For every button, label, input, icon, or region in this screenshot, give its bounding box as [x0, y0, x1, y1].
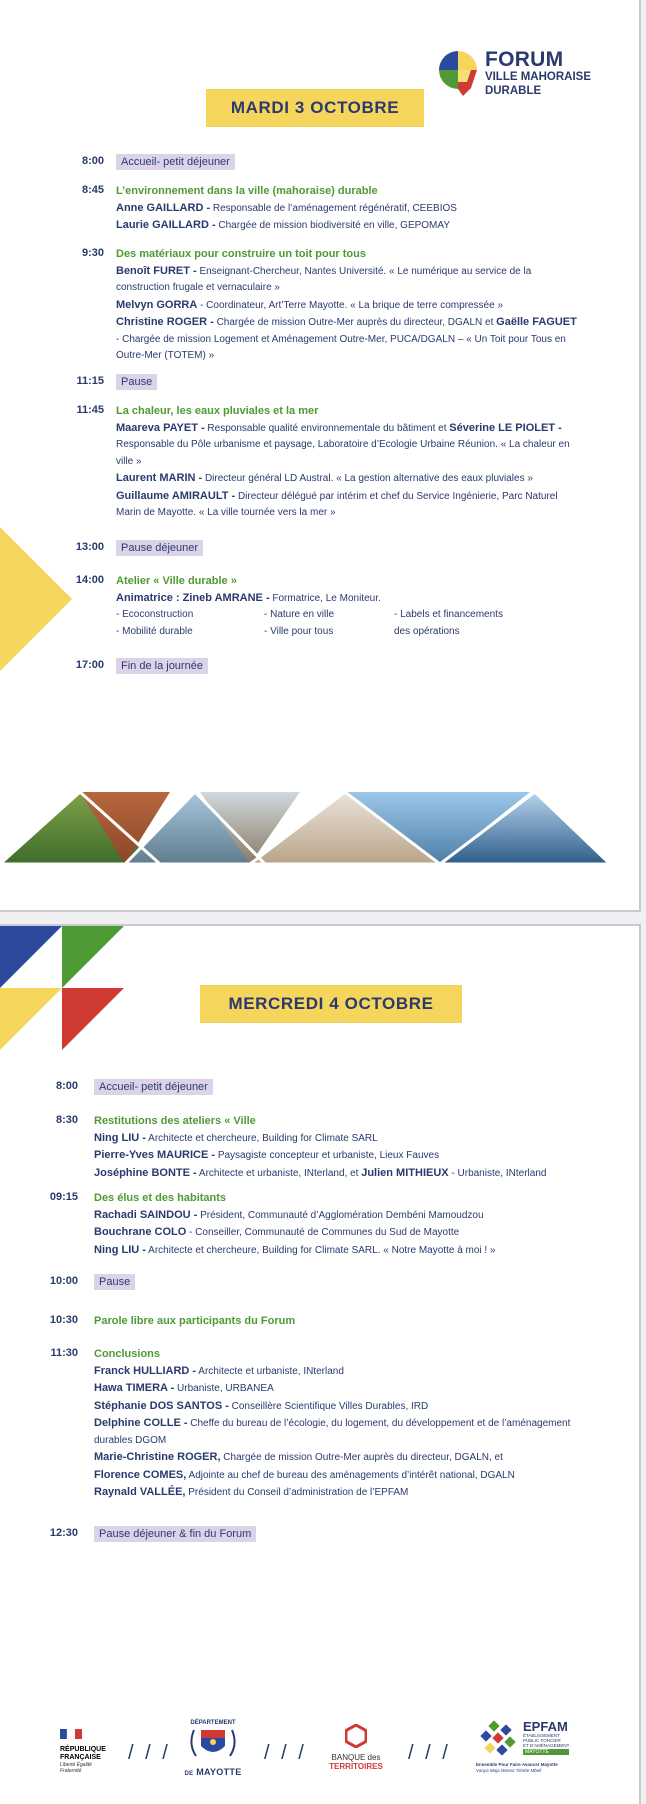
epfam-tagline-1: Ensemble Pour Faire Avancer Mayotte: [476, 1762, 558, 1767]
bdt-line-1: BANQUE des: [331, 1753, 381, 1762]
logo-title: FORUM: [484, 48, 564, 71]
dept-name: MAYOTTE: [196, 1767, 242, 1777]
forum-logo: [437, 50, 591, 98]
row-time: 8:00: [55, 1080, 78, 1092]
speaker: Benoît FURET - Enseignant-Chercheur, Nantes Université. « Le numérique au service de la construction frugale et vernaculaire »: [116, 264, 532, 293]
speaker: Hawa TIMERA - Urbaniste, URBANEA: [94, 1382, 274, 1394]
session-title: Atelier « Ville durable »: [116, 575, 237, 587]
break-chip: Accueil- petit déjeuner: [116, 154, 235, 170]
mayotte-coat-of-arms-icon: [186, 1726, 240, 1762]
dept-top: DÉPARTEMENT: [190, 1720, 236, 1726]
speaker: Stéphanie DOS SANTOS - Conseillère Scientifique Villes Durables, IRD: [94, 1399, 429, 1412]
epfam-sub-1: ÉTABLISSEMENT: [523, 1733, 560, 1738]
epfam-sub-2: PUBLIC FONCIER: [523, 1738, 561, 1743]
speaker: Franck HULLIARD - Architecte et urbaniste, INterland: [94, 1364, 344, 1377]
speaker: Raynald VALLÉE, Président du Conseil d’administration de l’EPFAM: [94, 1486, 409, 1498]
workshop-topics: [116, 607, 582, 640]
session-title: Des matériaux pour construire un toit pour tous: [116, 248, 366, 260]
speaker: Laurent MARIN - Directeur général LD Austral. « La gestion alternative des eaux pluviales »: [116, 472, 533, 484]
row-time: 14:00: [75, 574, 104, 586]
separator: / / /: [128, 1742, 171, 1764]
partner-logos: [0, 1719, 641, 1792]
epfam-sub-4: MAYOTTE: [523, 1749, 569, 1755]
logo-subtitle-2: DURABLE: [484, 85, 542, 97]
speaker: Laurie GAILLARD - Chargée de mission biodiversité en ville, GEPOMAY: [116, 219, 450, 231]
session-title: La chaleur, les eaux pluviales et la mer: [116, 405, 319, 417]
session-title: Restitutions des ateliers « Ville: [94, 1115, 256, 1127]
republique-francaise-logo: [60, 1726, 106, 1774]
row-time: 11:15: [76, 375, 104, 387]
speaker: Guillaume AMIRAULT - Directeur délégué par intérim et chef du Service Ingénierie, Parc Naturel Marin de Mayotte. « La ville tournée vers la mer »: [116, 489, 558, 518]
speaker: Joséphine BONTE - Architecte et urbaniste, INterland, et Julien MITHIEUX - Urbaniste, INterland: [94, 1166, 547, 1179]
departement-mayotte-logo: [182, 1720, 244, 1777]
speaker: Delphine COLLE - Cheffe du bureau de l’écologie, du logement, du développement et de l’aménagement durables DGOM: [94, 1417, 571, 1446]
row-time: 8:30: [55, 1114, 78, 1126]
photo-mosaic: [0, 790, 641, 868]
speaker: Melvyn GORRA - Coordinateur, Art’Terre Mayotte. « La brique de terre compressée »: [116, 298, 504, 311]
break-chip: Accueil- petit déjeuner: [94, 1079, 213, 1095]
separator: / / /: [264, 1742, 307, 1764]
topic: - Mobilité durable: [116, 625, 193, 637]
dept-de: DE: [184, 1771, 194, 1777]
row-time: 13:00: [75, 541, 104, 553]
speaker: Florence COMES, Adjointe au chef de bureau des aménagements d’intérêt national, DGALN: [94, 1468, 515, 1481]
epfam-name: EPFAM: [523, 1719, 568, 1734]
forum-logo-mark-icon: [437, 50, 479, 96]
program-page-day-2: [0, 924, 641, 1804]
speaker: Bouchrane COLO - Conseiller, Communauté de Communes du Sud de Mayotte: [94, 1226, 460, 1238]
break-chip: Pause déjeuner: [116, 540, 203, 556]
epfam-mark-icon: [476, 1720, 520, 1760]
topic: des opérations: [394, 625, 460, 637]
epfam-logo: [476, 1720, 576, 1774]
topic: - Labels et financements: [394, 609, 503, 620]
speaker: Pierre-Yves MAURICE - Paysagiste concepteur et urbaniste, Lieux Fauves: [94, 1149, 440, 1161]
row-time: 09:15: [49, 1191, 78, 1203]
rf-line-1: RÉPUBLIQUE: [60, 1746, 106, 1753]
speaker: Maareva PAYET - Responsable qualité environnementale du bâtiment et Séverine LE PIOLET - Responsable du Pôle urbanisme et paysage, Laboratoire d’Ecologie Urbaine Réunion. « La chaleur en ville »: [116, 421, 570, 467]
day-2-banner: MERCREDI 4 OCTOBRE: [200, 985, 462, 1023]
speaker: Anne GAILLARD - Responsable de l’aménagement régénératif, CEEBIOS: [116, 201, 457, 214]
rf-motto: Liberté Égalité Fraternité: [60, 1762, 92, 1774]
logo-subtitle-1: VILLE MAHORAISE: [484, 71, 591, 83]
bdt-line-2: TERRITOIRES: [329, 1762, 383, 1771]
row-time: 8:45: [81, 184, 104, 196]
topic: - Ville pour tous: [264, 625, 334, 637]
topic: - Ecoconstruction: [116, 609, 194, 620]
break-chip: Pause: [116, 374, 157, 390]
epfam-tagline-2: Vanya Moja Wasso Tiimbe Mbeli: [476, 1768, 542, 1773]
break-chip: Fin de la journée: [116, 658, 208, 674]
decorative-corner-triangles: [0, 926, 130, 1056]
banque-des-territoires-logo: [324, 1724, 388, 1771]
session-title: Parole libre aux participants du Forum: [94, 1315, 296, 1327]
row-time: 11:45: [76, 404, 104, 416]
row-time: 10:30: [49, 1314, 78, 1326]
session-title: Des élus et des habitants: [94, 1192, 227, 1204]
speaker: Animatrice : Zineb AMRANE - Formatrice, Le Moniteur.: [116, 591, 381, 604]
row-time: 17:00: [75, 659, 104, 671]
break-chip: Pause: [94, 1274, 135, 1290]
break-chip: Pause déjeuner & fin du Forum: [94, 1526, 256, 1542]
speaker: Christine ROGER - Chargée de mission Outre-Mer auprès du directeur, DGALN et Gaëlle FAGUET - Chargée de mission Logement et Aménagement Outre-Mer, PUCA/DGALN – « Un Toit pour Tous en Outre-Mer (TOTEM) »: [116, 316, 577, 361]
session-title: Conclusions: [94, 1348, 161, 1360]
session-title: L’environnement dans la ville (mahoraise) durable: [116, 185, 378, 197]
epfam-sub-3: ET D’AMÉNAGEMENT: [523, 1743, 570, 1748]
rf-line-2: FRANÇAISE: [60, 1754, 101, 1761]
row-time: 10:00: [49, 1275, 78, 1287]
row-time: 9:30: [81, 247, 104, 259]
speaker: Ning LIU - Architecte et chercheure, Building for Climate SARL: [94, 1131, 378, 1144]
row-time: 12:30: [49, 1527, 78, 1539]
speaker: Rachadi SAINDOU - Président, Communauté d’Agglomération Dembéni Mamoudzou: [94, 1208, 484, 1221]
day-1-banner: MARDI 3 OCTOBRE: [206, 89, 424, 127]
row-time: 8:00: [81, 155, 104, 167]
marianne-flag-icon: [60, 1729, 82, 1739]
topic: - Nature en ville: [264, 609, 335, 620]
separator: / / /: [408, 1742, 451, 1764]
speaker: Marie-Christine ROGER, Chargée de mission Outre-Mer auprès du directeur, DGALN, et: [94, 1451, 503, 1463]
row-time: 11:30: [50, 1347, 78, 1359]
bdt-hexagon-icon: [345, 1724, 367, 1748]
speaker: Ning LIU - Architecte et chercheure, Building for Climate SARL. « Notre Mayotte à moi ! »: [94, 1243, 496, 1256]
